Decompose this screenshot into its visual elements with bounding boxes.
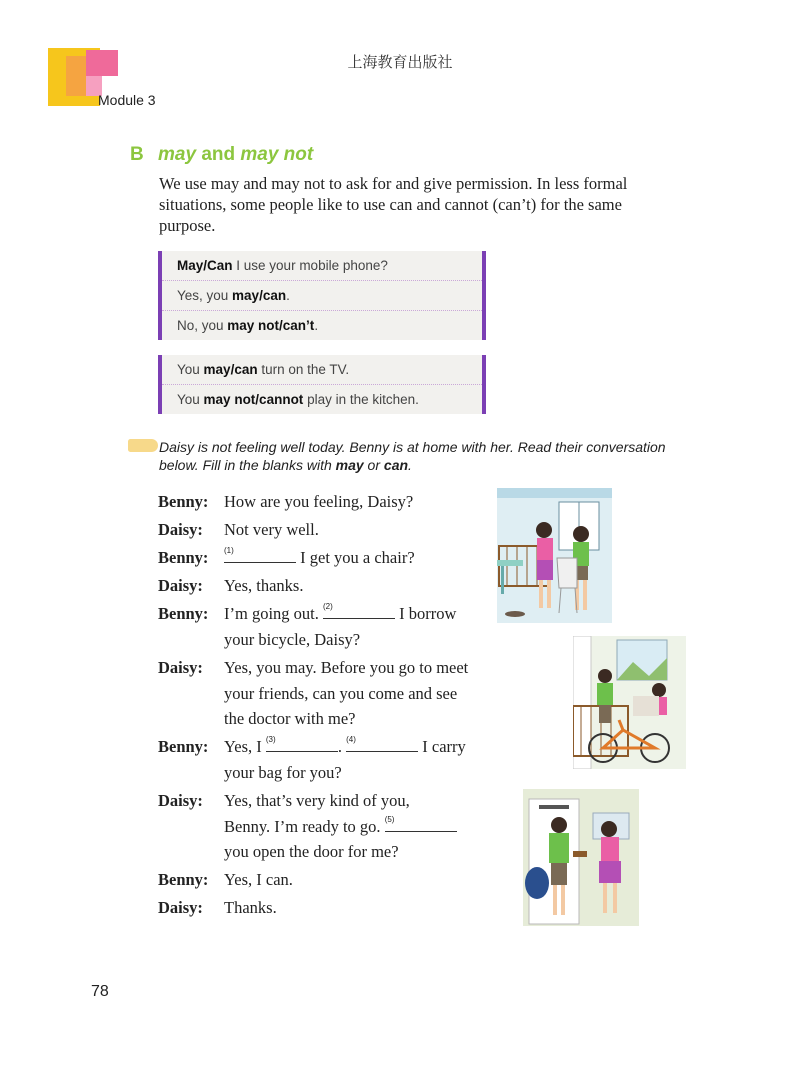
speaker-daisy: Daisy: [158,658,203,677]
speaker-daisy: Daisy: [158,576,203,595]
example-box-questions [158,251,486,340]
illustration-chair-scene [497,488,612,623]
speaker-benny: Benny: [158,737,209,756]
example-box-statements [158,355,486,414]
section-letter: B [130,144,144,165]
pencil-icon [128,439,158,452]
example-row: May/Can I use your mobile phone? [162,251,482,281]
example-row: Yes, you may/can. [162,281,482,311]
line-9: Yes, I can. [224,870,293,889]
line-8: Yes, that’s very kind of you, Benny. I’m ready to go. (5) you open the door for me? [224,788,504,865]
speaker-benny: Benny: [158,492,209,511]
title-and: and [201,144,236,165]
publisher-name: 上海教育出版社 [347,53,453,71]
intro-paragraph: We use may and may not to ask for and give permission. In less formal situations, some people like to use can and cannot (can’t) for the same purpose. [159,174,628,235]
blank-1[interactable]: (1) [224,548,296,563]
illustration-door-scene [523,789,639,926]
line-1: How are you feeling, Daisy? [224,492,414,511]
speaker-benny: Benny: [158,870,209,889]
speaker-daisy: Daisy: [158,520,203,539]
line-7: Yes, I (3) . (4) I carry your bag for you? [224,735,466,782]
illustration-bicycle-scene [573,636,686,769]
blank-3[interactable]: (3) [266,737,338,752]
line-3: (1) I get you a chair? [224,546,415,567]
speaker-daisy: Daisy: [158,898,203,917]
example-row: You may not/cannot play in the kitchen. [177,392,419,407]
module-label: Module 3 [98,92,156,108]
page-number: 78 [91,983,109,1000]
line-10: Thanks. [224,898,277,917]
line-6: Yes, you may. Before you go to meet your friends, can you come and see the doctor with me? [224,658,469,728]
title-may: may [158,144,197,165]
section-title [158,144,313,166]
line-5: I’m going out. (2) I borrow your bicycle, Daisy? [224,602,457,649]
line-2: Not very well. [224,520,319,539]
blank-4[interactable]: (4) [346,737,418,752]
blank-2[interactable]: (2) [323,604,395,619]
exercise-instruction: Daisy is not feeling well today. Benny is at home with her. Read their conversation below. Fill in the blanks with may or can. [159,439,666,473]
speaker-benny: Benny: [158,548,209,567]
speaker-daisy: Daisy: [158,791,203,810]
example-row: No, you may not/can’t. [177,318,319,333]
blank-5[interactable]: (5) [385,817,457,832]
title-may-not: may not [240,144,314,165]
example-row: You may/can turn on the TV. [162,355,482,385]
line-4: Yes, thanks. [224,576,304,595]
speaker-benny: Benny: [158,604,209,623]
dialogue [158,489,498,929]
